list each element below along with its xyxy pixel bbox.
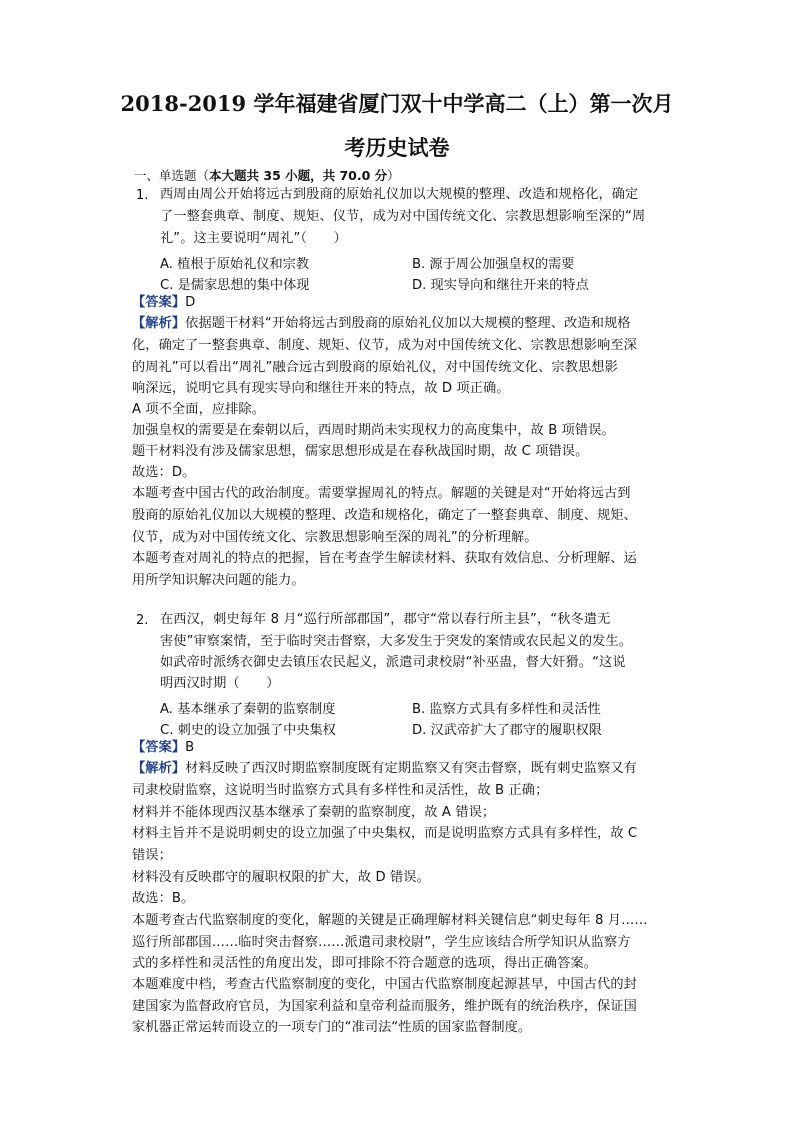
question-2-option-d: D. 汉武帝扩大了郡守的履职权限	[412, 723, 602, 738]
question-2-analysis-line: 材料并不能体现西汉基本继承了秦朝的监察制度，故 A 错误；	[132, 805, 496, 820]
analysis-tag: 【解析】	[132, 316, 186, 331]
question-2-option-b: B. 监察方式具有多样性和灵活性	[412, 702, 601, 717]
analysis-text: 依据题干材料“开始将远古到殷商的原始礼仪加以大规模的整理、改造和规格	[185, 316, 631, 331]
question-2-analysis-line: 建国家为监督政府官员，为国家利益和皇帝利益而服务，维护既有的统治秩序，保证国	[132, 999, 637, 1014]
page-title-line2: 考历史试卷	[344, 135, 450, 160]
question-2-analysis-line: 本题考查古代监察制度的变化，解题的关键是正确理解材料关键信息“刺史每年 8 月……	[132, 913, 648, 928]
question-1-option-b: B. 源于周公加强皇权的需要	[412, 257, 575, 272]
question-1-analysis-line: 的周礼”可以看出“周礼”融合远古到殷商的原始礼仪，对中国传统文化、宗教思想影	[132, 360, 618, 375]
question-1-answer	[132, 295, 195, 311]
analysis-text: 材料反映了西汉时期监察制度既有定期监察又有突击督察，既有刺史监察又有	[185, 761, 637, 776]
question-1-analysis-line: 故选：D。	[132, 465, 196, 480]
question-2-analysis-line: 材料没有反映郡守的履职权限的扩大，故 D 错误。	[132, 870, 430, 885]
question-2-analysis-line: 式的多样性和灵活性的角度出发，即可排除不符合题意的选项，得出正确答案。	[132, 956, 598, 971]
answer-tag: 【答案】	[132, 740, 186, 755]
question-1-analysis-line: 用所学知识解决问题的能力。	[132, 573, 305, 588]
question-1-option-a: A. 植根于原始礼仪和宗教	[160, 257, 310, 272]
question-1-analysis-line	[132, 316, 631, 332]
question-1-analysis-line: 题干材料没有涉及儒家思想，儒家思想形成是在春秋战国时期，故 C 项错误。	[132, 444, 589, 459]
question-2-analysis-line: 家机器正常运转而设立的一项专门的“准司法“性质的国家监督制度。	[132, 1020, 532, 1035]
question-2-analysis-line: 材料主旨并不是说明刺史的设立加强了中央集权，而是说明监察方式具有多样性，故 C	[132, 826, 638, 841]
question-2-analysis-line: 巡行所部郡国……临时突击督察……派遣司隶校尉”，学生应该结合所学知识从监察方	[132, 935, 631, 950]
question-1-analysis-line: 加强皇权的需要是在秦朝以后，西周时期尚未实现权力的高度集中，故 B 项错误。	[132, 423, 615, 438]
question-2-answer	[132, 740, 194, 756]
question-1-analysis-line: 仪节，成为对中国传统文化、宗教思想影响至深的周礼”的分析理解。	[132, 530, 538, 545]
question-2-stem-line: 害使”审察案情，至于临时突击督察，大多发生于突发的案情或农民起义的发生。	[160, 634, 632, 649]
question-1-analysis-line: 化，确定了一整套典章、制度、规矩、仪节，成为对中国传统文化、宗教思想影响至深	[132, 338, 637, 353]
question-2-option-a: A. 基本继承了秦朝的监察制度	[160, 702, 336, 717]
question-2-number: 2.	[136, 613, 149, 628]
section-suffix: ）	[387, 168, 400, 183]
question-2-analysis-line: 错误；	[132, 848, 172, 863]
question-1-stem-line: 礼”。这主要说明“周礼”（ ）	[160, 231, 347, 246]
analysis-tag: 【解析】	[132, 761, 186, 776]
question-2-stem-line: 在西汉，刺史每年 8 月“巡行所部郡国”，郡守“常以春行所主县”，“秋冬遣无	[160, 612, 611, 627]
section-heading	[134, 166, 400, 184]
question-1-analysis-line: 本题考查对周礼的特点的把握，旨在考查学生解读材料、获取有效信息、分析理解、运	[132, 551, 637, 566]
question-2-analysis-line: 故选：B。	[132, 891, 195, 906]
question-1-stem-line: 西周由周公开始将远古到殷商的原始礼仪加以大规模的整理、改造和规格化，确定	[160, 187, 639, 202]
page-title-line1: 2018-2019 学年福建省厦门双十中学高二（上）第一次月	[120, 91, 674, 116]
section-prefix: 一、单选题（	[134, 168, 210, 183]
question-1-analysis-line: 响深远，说明它具有现实导向和继往开来的特点，故 D 项正确。	[132, 381, 510, 396]
question-1-analysis-line: A 项不全面，应排除。	[132, 402, 265, 417]
question-2-stem-line: 如武帝时派绣衣御史去镇压农民起义，派遣司隶校尉“补巫蛊，督大奸猾。“这说	[160, 655, 626, 670]
question-1-number: 1.	[136, 188, 149, 203]
question-1-analysis-line: 本题考查中国古代的政治制度。需要掌握周礼的特点。解题的关键是对“开始将远古到	[132, 486, 631, 501]
question-2-analysis-line	[132, 761, 637, 777]
answer-value: B	[185, 740, 195, 755]
question-2-analysis-line: 司隶校尉监察，这说明当时监察方式具有多样性和灵活性，故 B 正确；	[132, 783, 549, 798]
question-1-analysis-line: 殷商的原始礼仪加以大规模的整理、改造和规格化，确定了一整套典章、制度、规矩、	[132, 508, 637, 523]
question-1-option-c: C. 是儒家思想的集中体现	[160, 278, 310, 293]
answer-value: D	[185, 295, 196, 310]
question-2-stem-line: 明西汉时期（ ）	[160, 676, 280, 691]
answer-tag: 【答案】	[132, 295, 186, 310]
question-1-option-d: D. 现实导向和继往开来的特点	[412, 278, 589, 293]
question-1-stem-line: 了一整套典章、制度、规矩、仪节，成为对中国传统文化、宗教思想影响至深的“周	[160, 209, 646, 224]
section-info: 本大题共 35 小题，共 70.0 分	[209, 168, 388, 183]
question-2-option-c: C. 刺史的设立加强了中央集权	[160, 723, 336, 738]
question-2-analysis-line: 本题难度中档，考查古代监察制度的变化，中国古代监察制度起源甚早，中国古代的封	[132, 977, 637, 992]
